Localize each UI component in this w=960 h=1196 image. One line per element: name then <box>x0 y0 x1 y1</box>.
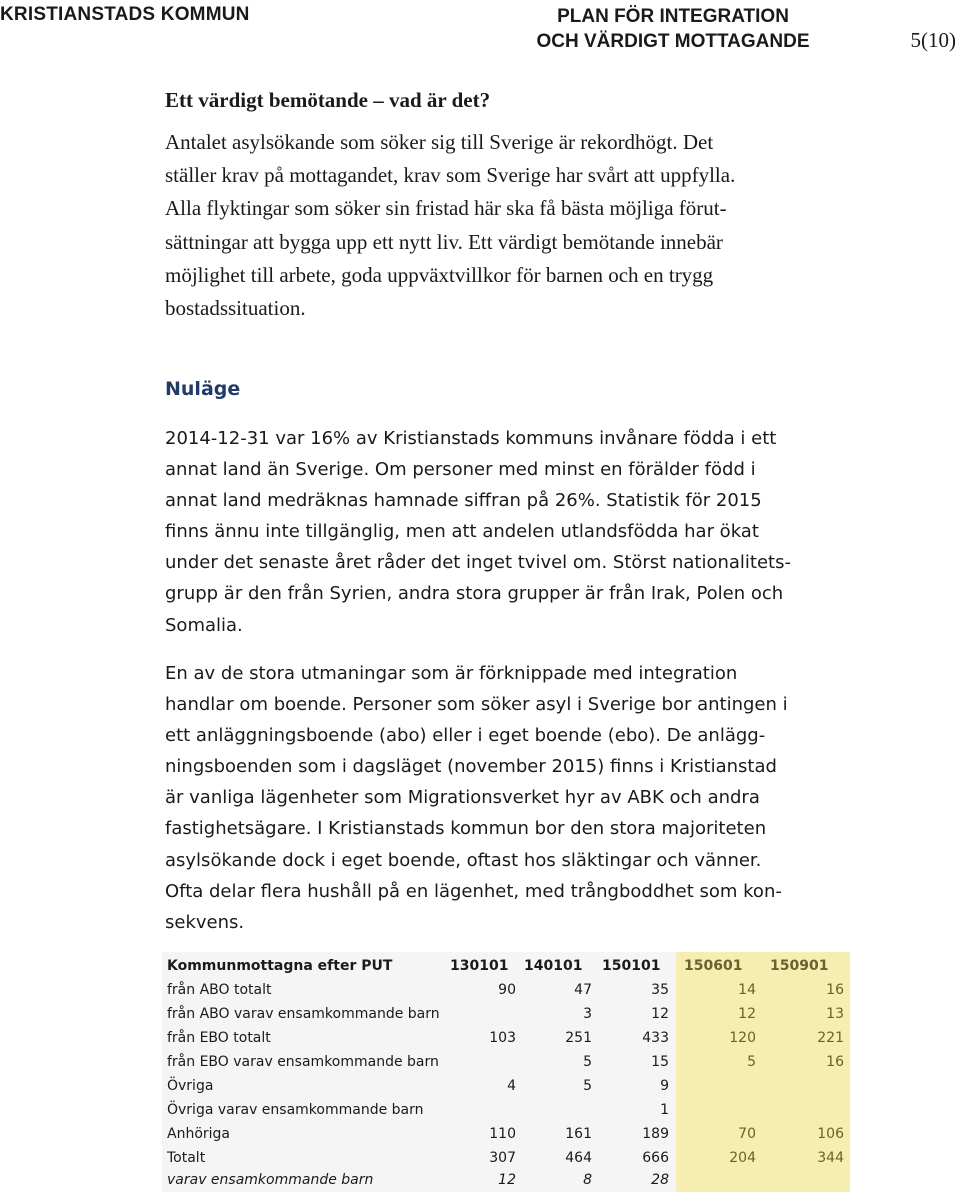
text-line: En av de stora utmaningar som är förknippade med integration <box>165 663 738 684</box>
row-label: Anhöriga <box>167 1126 230 1142</box>
row-label: från ABO totalt <box>167 982 272 998</box>
cell: 204 <box>729 1150 756 1166</box>
text-line: bostadssituation. <box>165 296 306 321</box>
text-line: annat land än Sverige. Om personer med minst en förälder född i <box>165 459 756 481</box>
cell: 5 <box>747 1054 756 1070</box>
nulage-paragraph-2 <box>165 658 865 938</box>
column-header: 150901 <box>770 958 829 974</box>
cell: 307 <box>489 1150 516 1166</box>
cell: 189 <box>642 1126 669 1142</box>
cell: 344 <box>817 1150 844 1166</box>
text-line: annat land medräknas hamnade siffran på 26%. Statistik för 2015 <box>165 490 762 512</box>
cell: 13 <box>826 1006 844 1022</box>
cell: 47 <box>574 982 592 998</box>
table-row <box>162 1098 850 1122</box>
text-line: grupp är den från Syrien, andra stora grupper är från Irak, Polen och <box>165 583 784 605</box>
text-line: under det senaste året råder det inget tvivel om. Störst nationalitets- <box>165 552 791 574</box>
text-line: handlar om boende. Personer som söker asyl i Sverige bor antingen i <box>165 694 788 716</box>
text-line: asylsökande dock i eget boende, oftast hos släktingar och vänner. <box>165 849 762 871</box>
cell: 8 <box>583 1172 592 1188</box>
section-body-bemotande <box>165 126 865 325</box>
cell: 433 <box>642 1030 669 1046</box>
cell: 110 <box>489 1126 516 1142</box>
column-header: 140101 <box>524 958 583 974</box>
row-label: från EBO varav ensamkommande barn <box>167 1054 439 1070</box>
cell: 103 <box>489 1030 516 1046</box>
section-heading-bemotande: Ett värdigt bemötande – vad är det? <box>165 88 491 112</box>
cell: 15 <box>651 1054 669 1070</box>
table-row <box>162 1050 850 1074</box>
text-line: möjlighet till arbete, goda uppväxtvillkor för barnen och en trygg <box>165 262 714 287</box>
text-line: finns ännu inte tillgänglig, men att andelen utlandsfödda har ökat <box>165 521 759 543</box>
row-label: från ABO varav ensamkommande barn <box>167 1006 440 1022</box>
cell: 9 <box>660 1078 669 1094</box>
cell: 1 <box>660 1102 669 1118</box>
cell: 12 <box>738 1006 756 1022</box>
cell: 251 <box>565 1030 592 1046</box>
cell: 12 <box>498 1172 516 1188</box>
cell: 28 <box>651 1172 669 1188</box>
text-line: Somalia. <box>165 614 243 636</box>
text-line: 2014-12-31 var 16% av Kristianstads kommuns invånare födda i ett <box>165 428 777 449</box>
row-label: Övriga varav ensamkommande barn <box>167 1102 424 1118</box>
header-org: KRISTIANSTADS KOMMUN <box>0 4 250 25</box>
text-line: Ofta delar flera hushåll på en lägenhet, med trångboddhet som kon- <box>165 880 782 902</box>
row-label: Övriga <box>167 1078 214 1094</box>
row-label: från EBO totalt <box>167 1030 271 1046</box>
row-label: Totalt <box>167 1150 206 1166</box>
text-line: ställer krav på mottagandet, krav som Sverige har svårt att uppfylla. <box>165 163 736 188</box>
column-header: 150601 <box>684 958 743 974</box>
cell: 70 <box>738 1126 756 1142</box>
cell: 14 <box>738 982 756 998</box>
put-statistics-table <box>162 952 850 1192</box>
text-line: Antalet asylsökande som söker sig till Sverige är rekordhögt. Det <box>165 130 714 154</box>
cell: 16 <box>826 982 844 998</box>
text-line: sekvens. <box>165 911 245 933</box>
cell: 90 <box>498 982 516 998</box>
section-heading-nulage: Nuläge <box>165 378 241 400</box>
cell: 5 <box>583 1078 592 1094</box>
text-line: fastighetsägare. I Kristianstads kommun bor den stora majoriteten <box>165 818 767 840</box>
column-header: 130101 <box>450 958 509 974</box>
table-row <box>162 1168 850 1192</box>
cell: 3 <box>583 1006 592 1022</box>
text-line: ett anläggningsboende (abo) eller i eget boende (ebo). De anlägg- <box>165 725 766 747</box>
cell: 5 <box>583 1054 592 1070</box>
cell: 12 <box>651 1006 669 1022</box>
table-row <box>162 1002 850 1026</box>
cell: 106 <box>817 1126 844 1142</box>
text-line: sättningar att bygga upp ett nytt liv. Ett värdigt bemötande innebär <box>165 229 723 254</box>
table-row <box>162 1074 850 1098</box>
table-row <box>162 978 850 1002</box>
cell: 16 <box>826 1054 844 1070</box>
text-line: är vanliga lägenheter som Migrationsverket hyr av ABK och andra <box>165 787 760 809</box>
table-title: Kommunmottagna efter PUT <box>167 958 393 974</box>
cell: 120 <box>729 1030 756 1046</box>
column-header: 150101 <box>602 958 661 974</box>
cell: 221 <box>817 1030 844 1046</box>
cell: 35 <box>651 982 669 998</box>
nulage-paragraph-1 <box>165 423 865 641</box>
cell: 464 <box>565 1150 592 1166</box>
header-doc-title-line2: OCH VÄRDIGT MOTTAGANDE <box>536 31 810 52</box>
text-line: Alla flyktingar som söker sin fristad här ska få bästa möjliga förut- <box>165 196 727 221</box>
header-doc-title <box>508 4 838 54</box>
table-header-row <box>162 954 850 978</box>
table-row <box>162 1122 850 1146</box>
row-label: varav ensamkommande barn <box>167 1172 374 1188</box>
cell: 4 <box>507 1078 516 1094</box>
text-line: ningsboenden som i dagsläget (november 2015) finns i Kristianstad <box>165 756 777 778</box>
table-row <box>162 1026 850 1050</box>
header-doc-title-line1: PLAN FÖR INTEGRATION <box>557 6 789 27</box>
table-row-total <box>162 1146 850 1170</box>
page-number: 5(10) <box>910 28 956 52</box>
cell: 666 <box>642 1150 669 1166</box>
cell: 161 <box>565 1126 592 1142</box>
